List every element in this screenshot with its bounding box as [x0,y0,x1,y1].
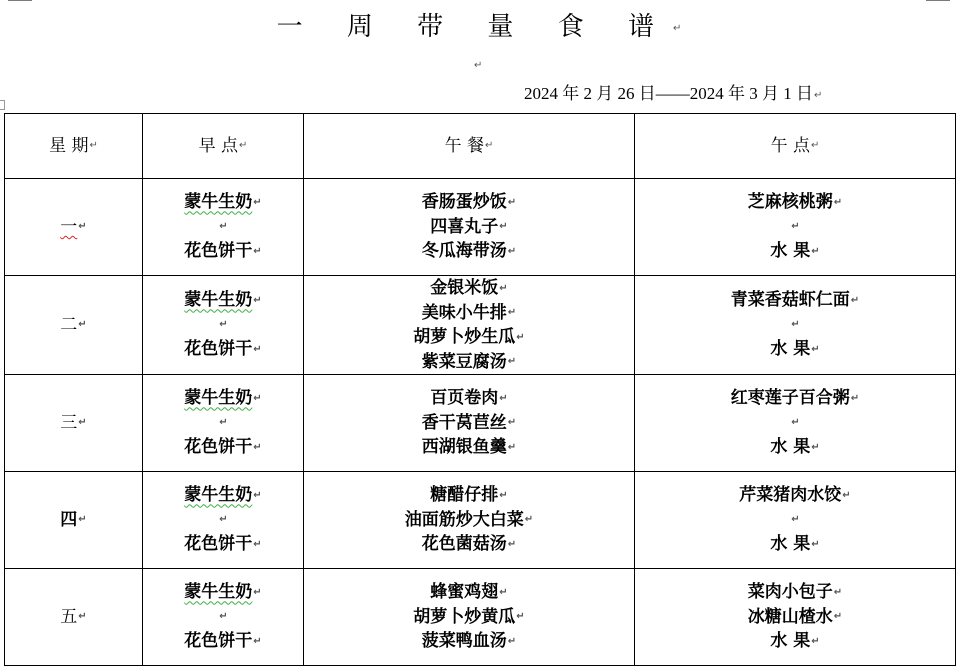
header-day-cell[interactable] [5,114,143,179]
menu-item [790,313,799,338]
snack-items [635,483,955,557]
paragraph-mark-icon: ↵ [507,417,517,429]
menu-item [184,532,261,557]
header-breakfast-cell[interactable] [143,114,304,179]
paragraph-mark-icon: ↵ [499,221,508,233]
day-cell[interactable] [5,569,143,666]
breakfast-cell[interactable] [143,472,304,569]
paragraph-mark-icon: ↵ [811,635,820,647]
paragraph-mark-icon: ↵ [253,294,262,306]
paragraph-mark-icon: ↵ [253,441,262,453]
paragraph-mark-icon: ↵ [811,343,820,355]
lunch-items [304,580,634,654]
menu-item [790,411,799,436]
menu-item-text: 蒙牛生奶 [184,192,253,213]
lunch-items [304,483,634,557]
lunch-cell[interactable] [304,375,635,472]
paragraph-mark-icon: ↵ [507,538,517,550]
menu-item-text: 水 果 [770,534,811,555]
paragraph-mark-icon: ↵ [499,489,508,501]
header-lunch: 午 餐 [444,135,484,156]
paragraph-mark-icon: ↵ [253,343,262,355]
header-day: 星 期 [49,135,89,156]
paragraph-mark-icon: ↵ [78,221,87,233]
header-snack: 午 点 [770,135,810,156]
menu-item-text: 冰糖山楂水 [747,606,833,627]
snack-cell[interactable] [635,569,956,666]
menu-item [430,276,507,301]
menu-item-text: 水 果 [770,437,811,458]
snack-cell[interactable] [635,472,956,569]
menu-item [731,288,859,313]
menu-item-text: 菠菜鸭血汤 [421,631,507,652]
paragraph-mark-icon: ↵ [850,294,860,306]
menu-item [790,508,799,533]
paragraph-mark-icon: ↵ [516,331,525,343]
lunch-cell[interactable] [304,569,635,666]
paragraph-mark-icon: ↵ [791,514,800,526]
menu-item [218,215,227,240]
menu-item-text: 水 果 [770,339,811,360]
header-breakfast: 早 点 [198,135,238,156]
paragraph-mark-icon: ↵ [507,356,517,367]
menu-item-text: 糖醋仔排 [430,485,499,506]
menu-item-text: 芝麻核桃粥 [747,192,833,213]
menu-item [430,580,507,605]
menu-item [430,386,507,411]
table-anchor-marker [0,100,5,110]
breakfast-items [143,386,303,460]
paragraph-mark-icon: ↵ [78,319,87,331]
menu-item-text: 胡萝卜炒黄瓜 [413,606,516,627]
paragraph-mark-icon: ↵ [485,140,494,152]
menu-item-text: 花色菌菇汤 [421,534,507,555]
paragraph-mark-icon: ↵ [811,245,820,257]
lunch-cell[interactable] [304,276,635,375]
paragraph-mark-icon: ↵ [219,319,228,331]
day-cell[interactable] [5,276,143,375]
lunch-items [304,386,634,460]
menu-item [770,435,819,460]
header-snack-cell[interactable] [635,114,956,179]
menu-item [422,532,516,557]
title-text: 一 周 带 量 食 谱 [276,12,672,42]
menu-item-text: 蒙牛生奶 [184,582,253,603]
day-label: 二 [60,314,78,335]
menu-item [405,508,533,533]
day-cell[interactable] [5,179,143,276]
menu-item [184,239,261,264]
paragraph-mark-icon: ↵ [507,441,517,453]
paragraph-mark-icon: ↵ [842,489,851,501]
menu-item [184,386,261,411]
menu-item-text: 西湖银鱼羹 [421,437,507,458]
date-range-text: 2024 年 2 月 26 日——2024 年 3 月 1 日 [524,84,813,103]
menu-item [218,411,227,436]
paragraph-mark-icon: ↵ [811,538,820,550]
menu-item [184,435,261,460]
page-corner-mark-right [926,0,950,1]
menu-item-text: 花色饼干 [184,437,253,458]
paragraph-mark-icon: ↵ [507,196,517,208]
lunch-cell[interactable] [304,472,635,569]
paragraph-mark-icon: ↵ [253,392,262,404]
paragraph-mark-icon: ↵ [499,392,508,404]
menu-item-text: 蒙牛生奶 [184,388,253,409]
menu-item-text: 水 果 [770,241,811,262]
menu-item [422,435,516,460]
menu-item-text: 水 果 [770,631,811,652]
menu-item-text: 油面筋炒大白菜 [404,509,524,530]
breakfast-cell[interactable] [143,179,304,276]
menu-item-text: 香肠蛋炒饭 [421,192,507,213]
breakfast-items [143,580,303,654]
snack-items [635,386,955,460]
menu-item-text: 蒙牛生奶 [184,485,253,506]
paragraph-mark-icon: ↵ [814,89,823,101]
table-body [5,179,956,666]
snack-items [635,580,955,654]
menu-item [184,580,261,605]
day-cell[interactable] [5,375,143,472]
menu-item-text: 菜肉小包子 [747,582,833,603]
menu-item-text: 花色饼干 [184,339,253,360]
menu-item [790,215,799,240]
menu-item [430,215,507,240]
menu-item [184,337,261,362]
table-row [5,179,956,276]
menu-item [422,350,516,375]
breakfast-items [143,288,303,362]
menu-item [184,629,261,654]
paragraph-mark-icon: ↵ [833,196,843,208]
menu-item [739,483,850,508]
menu-item [422,190,516,215]
paragraph-mark-icon: ↵ [89,140,98,152]
menu-item [422,239,516,264]
paragraph-mark-icon: ↵ [791,319,800,331]
table-row [5,472,956,569]
snack-cell[interactable] [635,375,956,472]
paragraph-mark-icon: ↵ [507,635,517,647]
day-label: 三 [60,412,78,433]
lunch-cell[interactable] [304,179,635,276]
menu-item [218,508,227,533]
paragraph-mark-icon: ↵ [253,586,262,598]
paragraph-mark-icon: ↵ [78,611,87,623]
date-range[interactable] [524,79,822,104]
menu-item [218,313,227,338]
menu-item [184,288,261,313]
menu-item-text: 花色饼干 [184,534,253,555]
menu-item-text: 百页卷肉 [430,388,499,409]
empty-paragraph[interactable] [473,55,482,74]
paragraph-mark-icon: ↵ [78,514,87,526]
paragraph-mark-icon: ↵ [811,441,820,453]
menu-item-text: 金银米饭 [430,278,499,298]
menu-item [430,483,507,508]
menu-item [422,301,516,326]
document-title[interactable] [0,6,958,43]
breakfast-cell[interactable] [143,375,304,472]
table-row [5,276,956,375]
menu-item-text: 美味小牛排 [421,302,507,323]
menu-item [218,605,227,630]
menu-item [770,239,819,264]
menu-item [731,386,859,411]
paragraph-mark-icon: ↵ [850,392,860,404]
table-row [5,569,956,666]
menu-item [422,629,516,654]
paragraph-mark-icon: ↵ [507,307,517,318]
paragraph-mark-icon: ↵ [791,221,800,233]
table-row [5,375,956,472]
paragraph-mark-icon: ↵ [791,417,800,429]
menu-item-text: 香干莴苣丝 [421,412,507,433]
lunch-items [304,276,634,374]
lunch-items [304,190,634,264]
header-lunch-cell[interactable] [304,114,635,179]
paragraph-mark-icon: ↵ [219,417,228,429]
menu-item [422,411,516,436]
menu-item-text: 芹菜猪肉水饺 [739,485,842,506]
breakfast-items [143,483,303,557]
menu-item-text: 胡萝卜炒生瓜 [413,327,516,347]
paragraph-mark-icon: ↵ [219,514,228,526]
breakfast-cell[interactable] [143,276,304,375]
paragraph-mark-icon: ↵ [507,245,517,257]
paragraph-mark-icon: ↵ [78,417,87,429]
menu-item [748,190,842,215]
menu-item [770,337,819,362]
page-corner-mark-left [8,0,32,1]
day-cell[interactable] [5,472,143,569]
menu-item-text: 青菜香菇虾仁面 [730,290,850,311]
menu-item [748,580,842,605]
day-label: 一 [60,216,78,237]
day-label: 五 [60,606,78,627]
snack-cell[interactable] [635,179,956,276]
menu-item-text: 蜂蜜鸡翅 [430,582,499,603]
table-header-row [5,114,956,179]
paragraph-mark-icon: ↵ [499,586,508,598]
menu-item [748,605,842,630]
paragraph-mark-icon: ↵ [253,538,262,550]
menu-item-text: 蒙牛生奶 [184,290,253,311]
breakfast-cell[interactable] [143,569,304,666]
menu-item-text: 紫菜豆腐汤 [421,351,507,372]
paragraph-mark-icon: ↵ [833,586,843,598]
menu-item-text: 花色饼干 [184,241,253,262]
paragraph-mark-icon: ↵ [516,611,525,623]
paragraph-mark-icon: ↵ [499,282,508,294]
paragraph-mark-icon: ↵ [219,221,228,233]
menu-item [413,325,524,350]
paragraph-mark-icon: ↵ [253,245,262,257]
paragraph-mark-icon: ↵ [219,611,228,623]
snack-items [635,190,955,264]
paragraph-mark-icon: ↵ [253,489,262,501]
breakfast-items [143,190,303,264]
snack-items [635,288,955,362]
day-label: 四 [60,509,78,530]
menu-item [413,605,524,630]
menu-item [184,483,261,508]
menu-item-text: 花色饼干 [184,631,253,652]
paragraph-mark-icon: ↵ [253,196,262,208]
paragraph-mark-icon: ↵ [811,140,820,152]
menu-item [770,629,819,654]
menu-item-text: 红枣莲子百合粥 [730,388,850,409]
weekly-menu-table [4,113,956,666]
paragraph-mark-icon: ↵ [239,140,248,152]
menu-item-text: 冬瓜海带汤 [421,241,507,262]
menu-item [770,532,819,557]
paragraph-mark-icon: ↵ [833,611,843,623]
paragraph-mark-icon: ↵ [672,22,682,34]
menu-item-text: 四喜丸子 [430,216,499,237]
snack-cell[interactable] [635,276,956,375]
menu-item [184,190,261,215]
paragraph-mark-icon: ↵ [524,514,534,526]
paragraph-mark-icon: ↵ [253,635,262,647]
paragraph-mark-icon: ↵ [474,60,483,71]
